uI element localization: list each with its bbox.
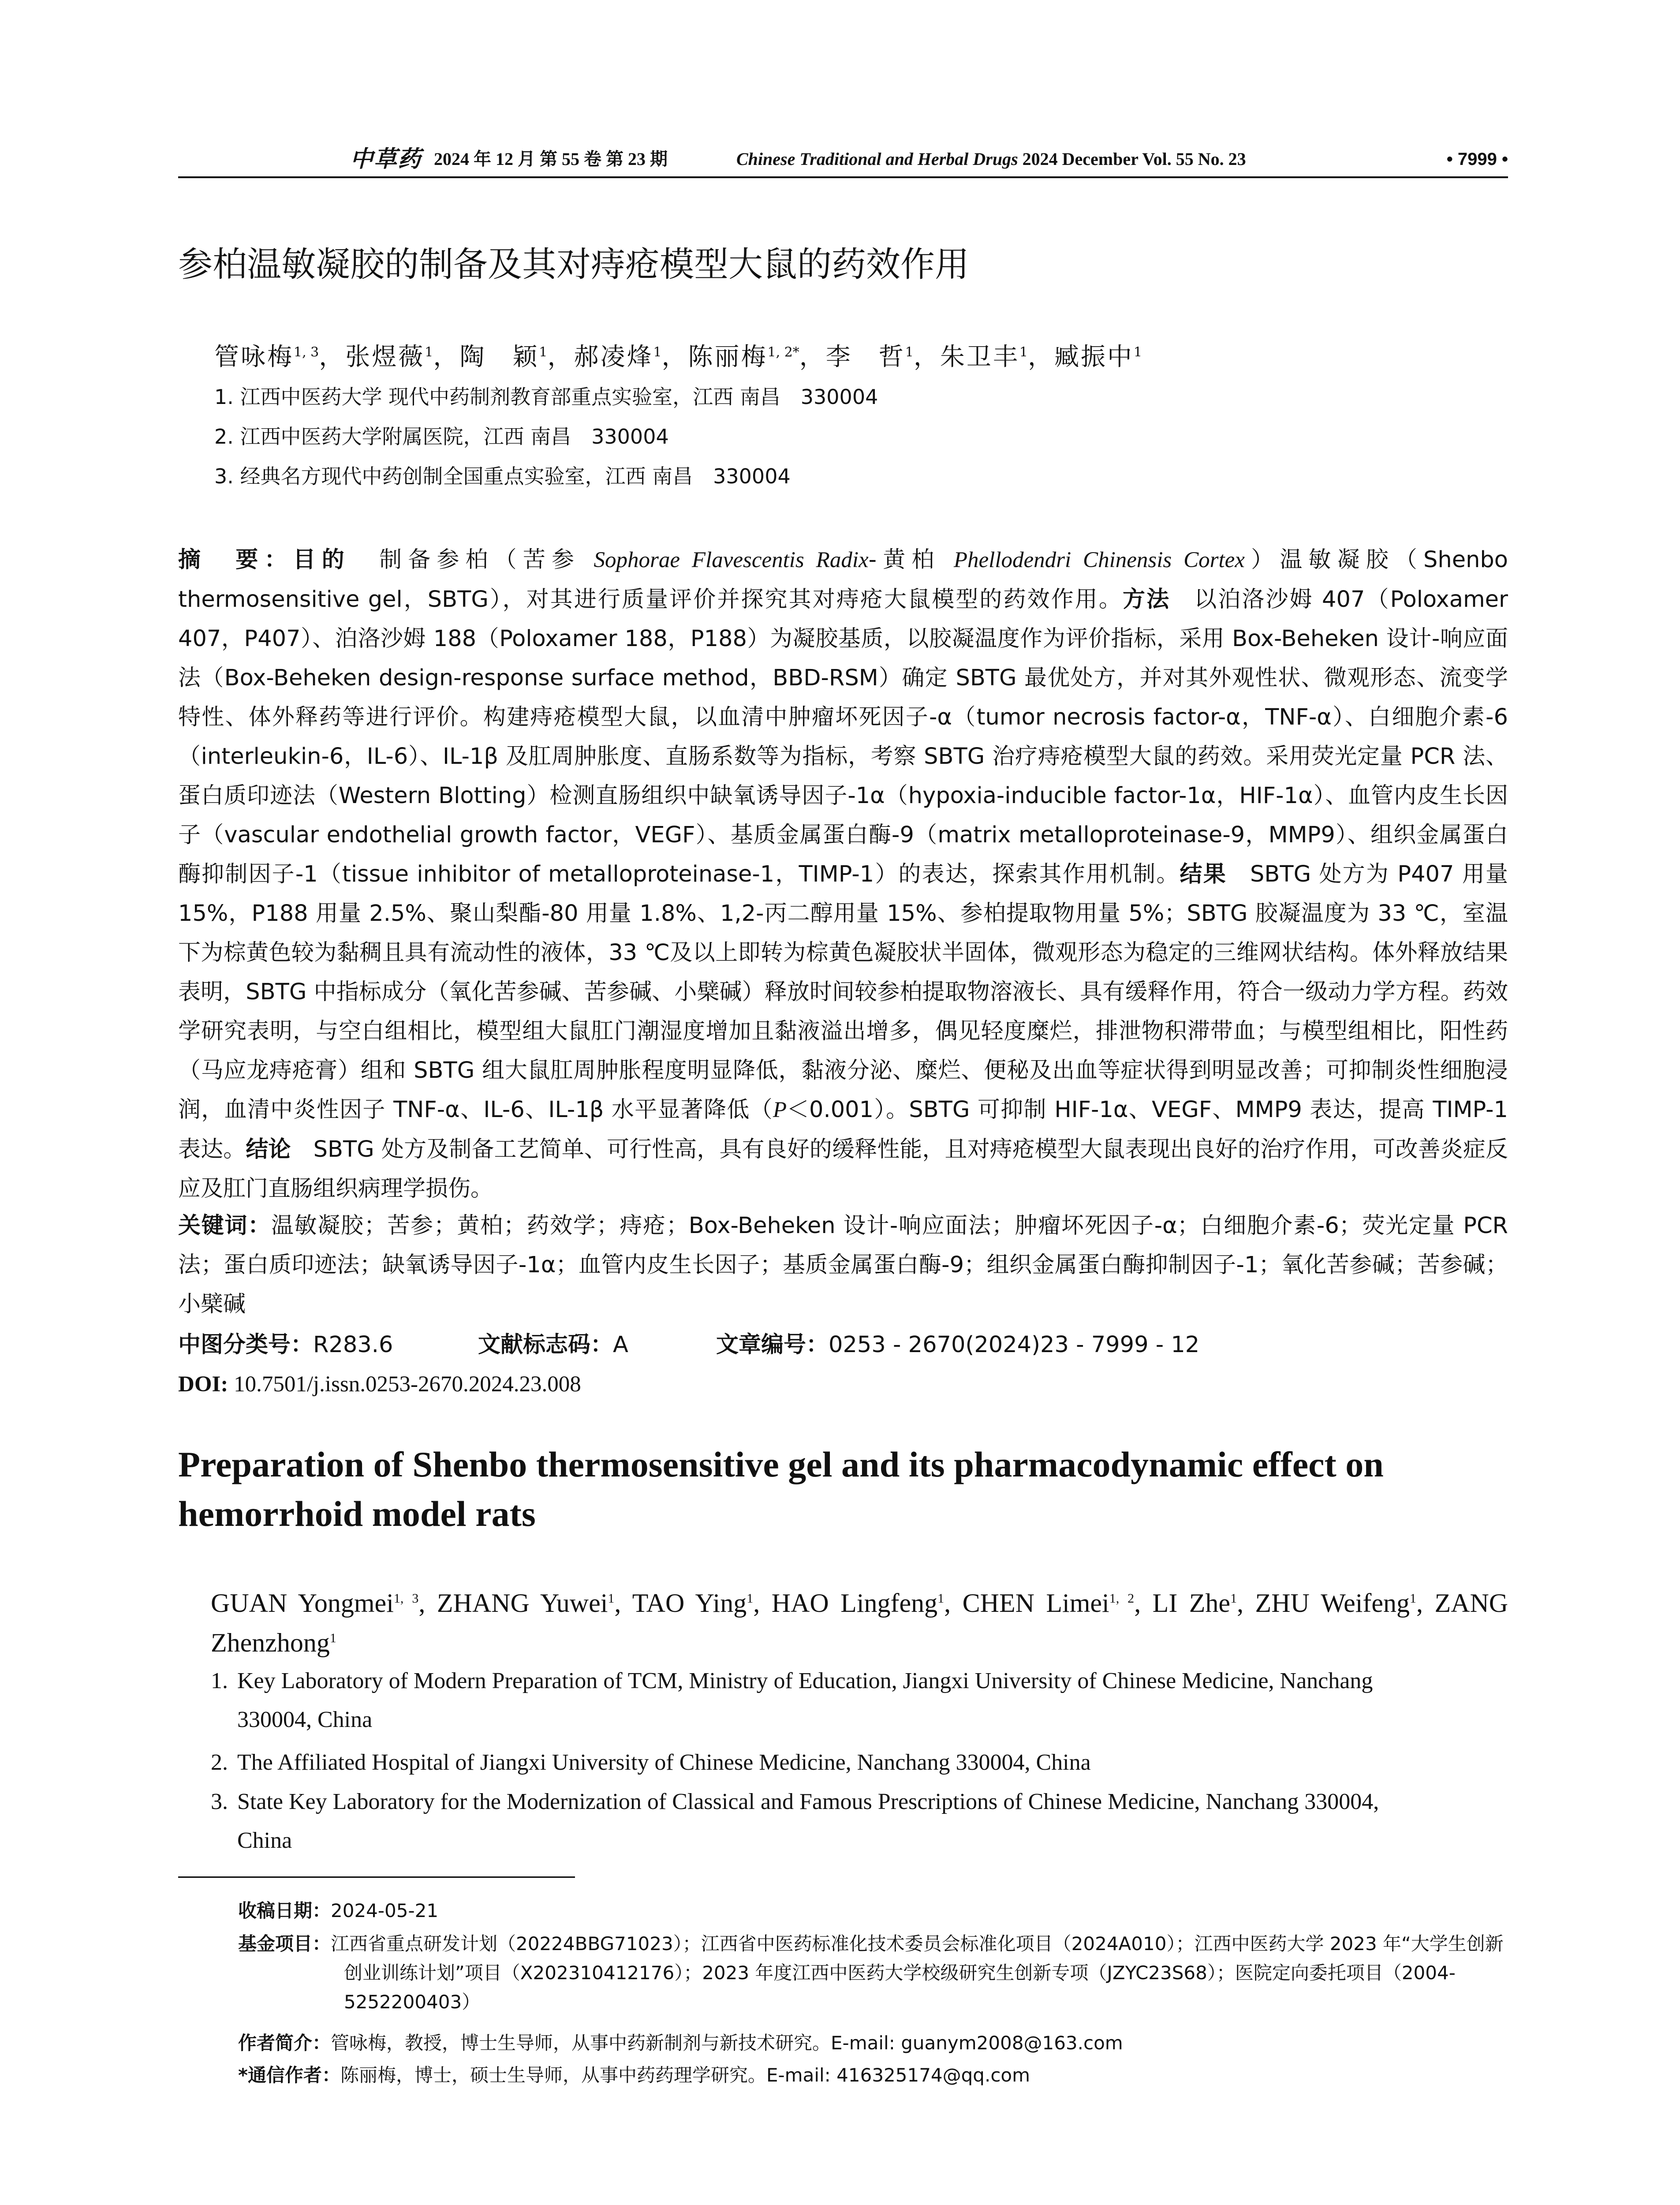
objective-text-a: 制备参柏（苦参 xyxy=(350,547,594,573)
author-name: 陶 颖 xyxy=(459,343,539,371)
footnote-author xyxy=(238,2029,1508,2058)
conclusion-text: SBTG 处方及制备工艺简单、可行性高，具有良好的缓释性能，且对痔疮模型大鼠表现出良好的治疗作用，可改善炎症反应及肛门直肠组织病理学损伤。 xyxy=(178,1136,1508,1202)
author-name: 郝凌烽 xyxy=(574,343,653,371)
author-name: 管咏梅 xyxy=(214,343,294,371)
header-en-journal-name: Chinese Traditional and Herbal Drugs xyxy=(736,149,1018,169)
author-affiliation-marker: 1, 2 xyxy=(1109,1591,1135,1606)
clc-value: R283.6 xyxy=(313,1332,393,1358)
en-aff-num: 2. xyxy=(211,1750,228,1775)
cn-affiliation-3: 3. 经典名方现代中药创制全国重点实验室，江西 南昌 330004 xyxy=(214,464,791,488)
author-name: 李 哲 xyxy=(825,343,905,371)
journal-logo: 中草药 xyxy=(350,146,422,172)
en-aff-num: 1. xyxy=(211,1668,228,1693)
article-number-label: 文章编号： xyxy=(716,1332,829,1358)
cn-author-list: 管咏梅$^{1, 3}$，张煜薇$^1$，陶 颖$^1$，郝凌烽$^1$，陈丽梅$^{1, 2*}$，李 哲$^1$，朱卫丰$^1$，臧振中$^1$ xyxy=(214,343,1142,371)
cn-keywords xyxy=(178,1206,1508,1324)
article-meta xyxy=(178,1325,1508,1364)
author-name: LI Zhe xyxy=(1152,1588,1231,1618)
author-affiliation-marker: 1, 3 xyxy=(393,1591,419,1606)
author-affiliation-marker: 1 xyxy=(937,1591,945,1606)
p-symbol: P xyxy=(773,1098,787,1122)
author-affiliation-marker: 1 xyxy=(1410,1591,1416,1606)
en-aff-text: State Key Laboratory for the Modernization of Classical and Famous Prescriptions of Chinese Medicine, Nanchang 330004, xyxy=(237,1789,1379,1814)
en-affiliation-2 xyxy=(211,1743,1508,1782)
clc-label: 中图分类号： xyxy=(178,1332,314,1358)
author-name: ZHU Weifeng xyxy=(1255,1588,1410,1618)
conclusion-label: 结论 xyxy=(246,1136,291,1162)
author-name: 朱卫丰 xyxy=(940,343,1019,371)
author-affiliation-marker: 1 xyxy=(747,1591,754,1606)
author-affiliation-marker: 1 xyxy=(539,344,548,360)
results-label: 结果 xyxy=(1180,861,1227,887)
author-bio-label: 作者简介： xyxy=(238,2032,331,2054)
author-name: 张煜薇 xyxy=(345,343,425,371)
footnote-corresponding xyxy=(238,2061,1508,2090)
doi-label: DOI: xyxy=(178,1372,228,1397)
author-name: CHEN Limei xyxy=(962,1588,1109,1618)
article-number-field xyxy=(716,1325,1199,1364)
en-author-list: GUAN Yongmei$^{1, 3}$, ZHANG Yuwei$^1$, TAO Ying$^1$, HAO Lingfeng$^1$, CHEN Limei$^{1, 2}$, LI Zhe$^1$, ZHU Weifeng$^1$, ZANG Zhenzhong$^1$ xyxy=(211,1588,1508,1657)
objective-text-b: -黄柏 xyxy=(868,547,954,573)
author-affiliation-marker: 1 xyxy=(425,344,433,360)
page-number: • 7999 • xyxy=(1446,149,1508,169)
author-name: ZANG Zhenzhong xyxy=(211,1588,1508,1657)
en-aff-continuation: China xyxy=(237,1828,292,1853)
footnote-fund xyxy=(238,1929,1508,2017)
en-aff-text: Key Laboratory of Modern Preparation of TCM, Ministry of Education, Jiangxi University of Chinese Medicine, Nanchang xyxy=(237,1668,1373,1693)
author-name: GUAN Yongmei xyxy=(211,1588,394,1618)
article-number-value: 0253 - 2670(2024)23 - 7999 - 12 xyxy=(829,1332,1200,1358)
author-affiliation-marker: 1, 2* xyxy=(767,344,799,360)
abstract-label: 摘 要： xyxy=(178,547,293,573)
cn-affiliation-2: 2. 江西中医药大学附属医院，江西 南昌 330004 xyxy=(214,425,669,448)
results-text-b: ＜0.001）。SBTG 可抑制 HIF-1α、VEGF、MMP9 表达，提高 TIMP-1 表达。 xyxy=(178,1097,1508,1162)
clc-field xyxy=(178,1332,393,1358)
en-aff-num: 3. xyxy=(211,1789,228,1814)
author-affiliation-marker: 1 xyxy=(1133,344,1142,360)
cn-title: 参柏温敏凝胶的制备及其对痔疮模型大鼠的药效作用 xyxy=(178,245,970,284)
author-affiliation-marker: 1 xyxy=(329,1631,336,1645)
latin-name-2: Phellodendri Chinensis Cortex xyxy=(953,548,1245,572)
header-en-journal xyxy=(736,142,1246,176)
author-name: ZHANG Yuwei xyxy=(437,1588,608,1618)
doi-line[interactable] xyxy=(178,1365,581,1404)
doc-code-field xyxy=(478,1325,628,1364)
author-bio-text: 管咏梅，教授，博士生导师，从事中药新制剂与新技术研究。E-mail: guanym2008@163.com xyxy=(331,2032,1123,2054)
objective-label: 目的 xyxy=(293,547,351,573)
header-rule xyxy=(178,176,1508,178)
keywords-label: 关键词： xyxy=(178,1213,271,1239)
objective-text-c: ）温敏凝胶（Shenbo thermosensitive gel，SBTG），对其进行质量评价并探究其对痔疮大鼠模型的药效作用。 xyxy=(178,547,1508,613)
methods-label: 方法 xyxy=(1122,587,1171,613)
author-affiliation-marker: 1 xyxy=(905,344,914,360)
author-name: 臧振中 xyxy=(1054,343,1134,371)
latin-name-1: Sophorae Flavescentis Radix xyxy=(594,548,869,572)
doc-code-label: 文献标志码： xyxy=(478,1332,613,1358)
author-name: TAO Ying xyxy=(632,1588,747,1618)
en-affiliation-3 xyxy=(211,1783,1508,1860)
received-label: 收稿日期： xyxy=(238,1900,331,1921)
en-affiliation-1 xyxy=(211,1662,1508,1739)
doc-code-value: A xyxy=(613,1332,628,1358)
corresponding-text: 陈丽梅，博士，硕士生导师，从事中药药理学研究。E-mail: 416325174@qq.com xyxy=(340,2064,1030,2086)
author-name: HAO Lingfeng xyxy=(771,1588,938,1618)
en-aff-continuation: 330004, China xyxy=(237,1707,373,1732)
methods-text: 以泊洛沙姆 407（Poloxamer 407，P407）、泊洛沙姆 188（Poloxamer 188，P188）为凝胶基质，以胶凝温度作为评价指标，采用 Box-Beheken 设计-响应面法（Box-Beheken design-response surface method，BBD-RSM）确定 SBTG 最优处方，并对其外观性状、微观形态、流变学特性、体外释药等进行评价。构建痔疮模型大鼠，以血清中肿瘤坏死因子-α（tumor necrosis factor-α，TNF-α）、白细胞介素-6（interleukin-6，IL-6）、IL-1β 及肛周肿胀度、直肠系数等为指标，考察 SBTG 治疗痔疮模型大鼠的药效。采用荧光定量 PCR 法、蛋白质印迹法（Western Blotting）检测直肠组织中缺氧诱导因子-1α（hypoxia-inducible factor-1α，HIF-1α）、血管内皮生长因子（vascular endothelial growth factor，VEGF）、基质金属蛋白酶-9（matrix metalloproteinase-9，MMP9）、组织金属蛋白酶抑制因子-1（tissue inhibitor of metalloproteinase-1，TIMP-1）的表达，探索其作用机制。 xyxy=(178,587,1508,887)
author-affiliation-marker: 1 xyxy=(1230,1591,1237,1606)
doi-value[interactable]: 10.7501/j.issn.0253-2670.2024.23.008 xyxy=(228,1372,581,1397)
author-affiliation-marker: 1 xyxy=(653,344,662,360)
header-en-issue: 2024 December Vol. 55 No. 23 xyxy=(1018,149,1246,169)
author-affiliation-marker: 1 xyxy=(1019,344,1028,360)
keywords-text: 温敏凝胶；苦参；黄柏；药效学；痔疮；Box-Beheken 设计-响应面法；肿瘤坏死因子-α；白细胞介素-6；荧光定量 PCR 法；蛋白质印迹法；缺氧诱导因子-1α；血管内皮生长因子；基质金属蛋白酶-9；组织金属蛋白酶抑制因子-1；氧化苦参碱；苦参碱；小檗碱 xyxy=(178,1213,1508,1317)
footnote-received xyxy=(238,1896,1508,1925)
en-aff-text: The Affiliated Hospital of Jiangxi University of Chinese Medicine, Nanchang 330004, China xyxy=(237,1750,1091,1775)
author-name: 陈丽梅 xyxy=(688,343,768,371)
author-affiliation-marker: 1, 3 xyxy=(294,344,319,360)
author-affiliation-marker: 1 xyxy=(608,1591,615,1606)
fund-text: 江西省重点研发计划（20224BBG71023）；江西省中医药标准化技术委员会标准化项目（2024A010）；江西中医药大学 2023 年“大学生创新创业训练计划”项目（X202310412176）；2023 年度江西中医药大学校级研究生创新专项（JZYC23S68）；医院定向委托项目（2004-5252200403） xyxy=(331,1933,1504,2013)
en-title: Preparation of Shenbo thermosensitive gel and its pharmacodynamic effect on hemorrhoid model rats xyxy=(178,1444,1384,1534)
footnote-rule xyxy=(178,1876,575,1878)
cn-abstract xyxy=(178,540,1508,1208)
corresponding-label: *通信作者： xyxy=(238,2064,340,2086)
results-text-a: SBTG 处方为 P407 用量 15%，P188 用量 2.5%、聚山梨酯-80 用量 1.8%、1,2-丙二醇用量 15%、参柏提取物用量 5%；SBTG 胶凝温度为 33 ℃，室温下为棕黄色较为黏稠且具有流动性的液体，33 ℃及以上即转为棕黄色凝胶状半固体，微观形态为稳定的三维网状结构。体外释放结果表明，SBTG 中指标成分（氧化苦参碱、苦参碱、小檗碱）释放时间较参柏提取物溶液长、具有缓释作用，符合一级动力学方程。药效学研究表明，与空白组相比，模型组大鼠肛门潮湿度增加且黏液溢出增多，偶见轻度糜烂，排泄物积滞带血；与模型组相比，阳性药（马应龙痔疮膏）组和 SBTG 组大鼠肛周肿胀程度明显降低，黏液分泌、糜烂、便秘及出血等症状得到明显改善；可抑制炎性细胞浸润，血清中炎性因子 TNF-α、IL-6、IL-1β 水平显著降低（ xyxy=(178,861,1508,1123)
received-date: 2024-05-21 xyxy=(331,1900,439,1921)
header-cn-issue: 2024 年 12 月 第 55 卷 第 23 期 xyxy=(434,149,668,169)
fund-label: 基金项目： xyxy=(238,1933,331,1955)
running-header xyxy=(178,142,1508,176)
cn-affiliation-1: 1. 江西中医药大学 现代中药制剂教育部重点实验室，江西 南昌 330004 xyxy=(214,385,878,409)
